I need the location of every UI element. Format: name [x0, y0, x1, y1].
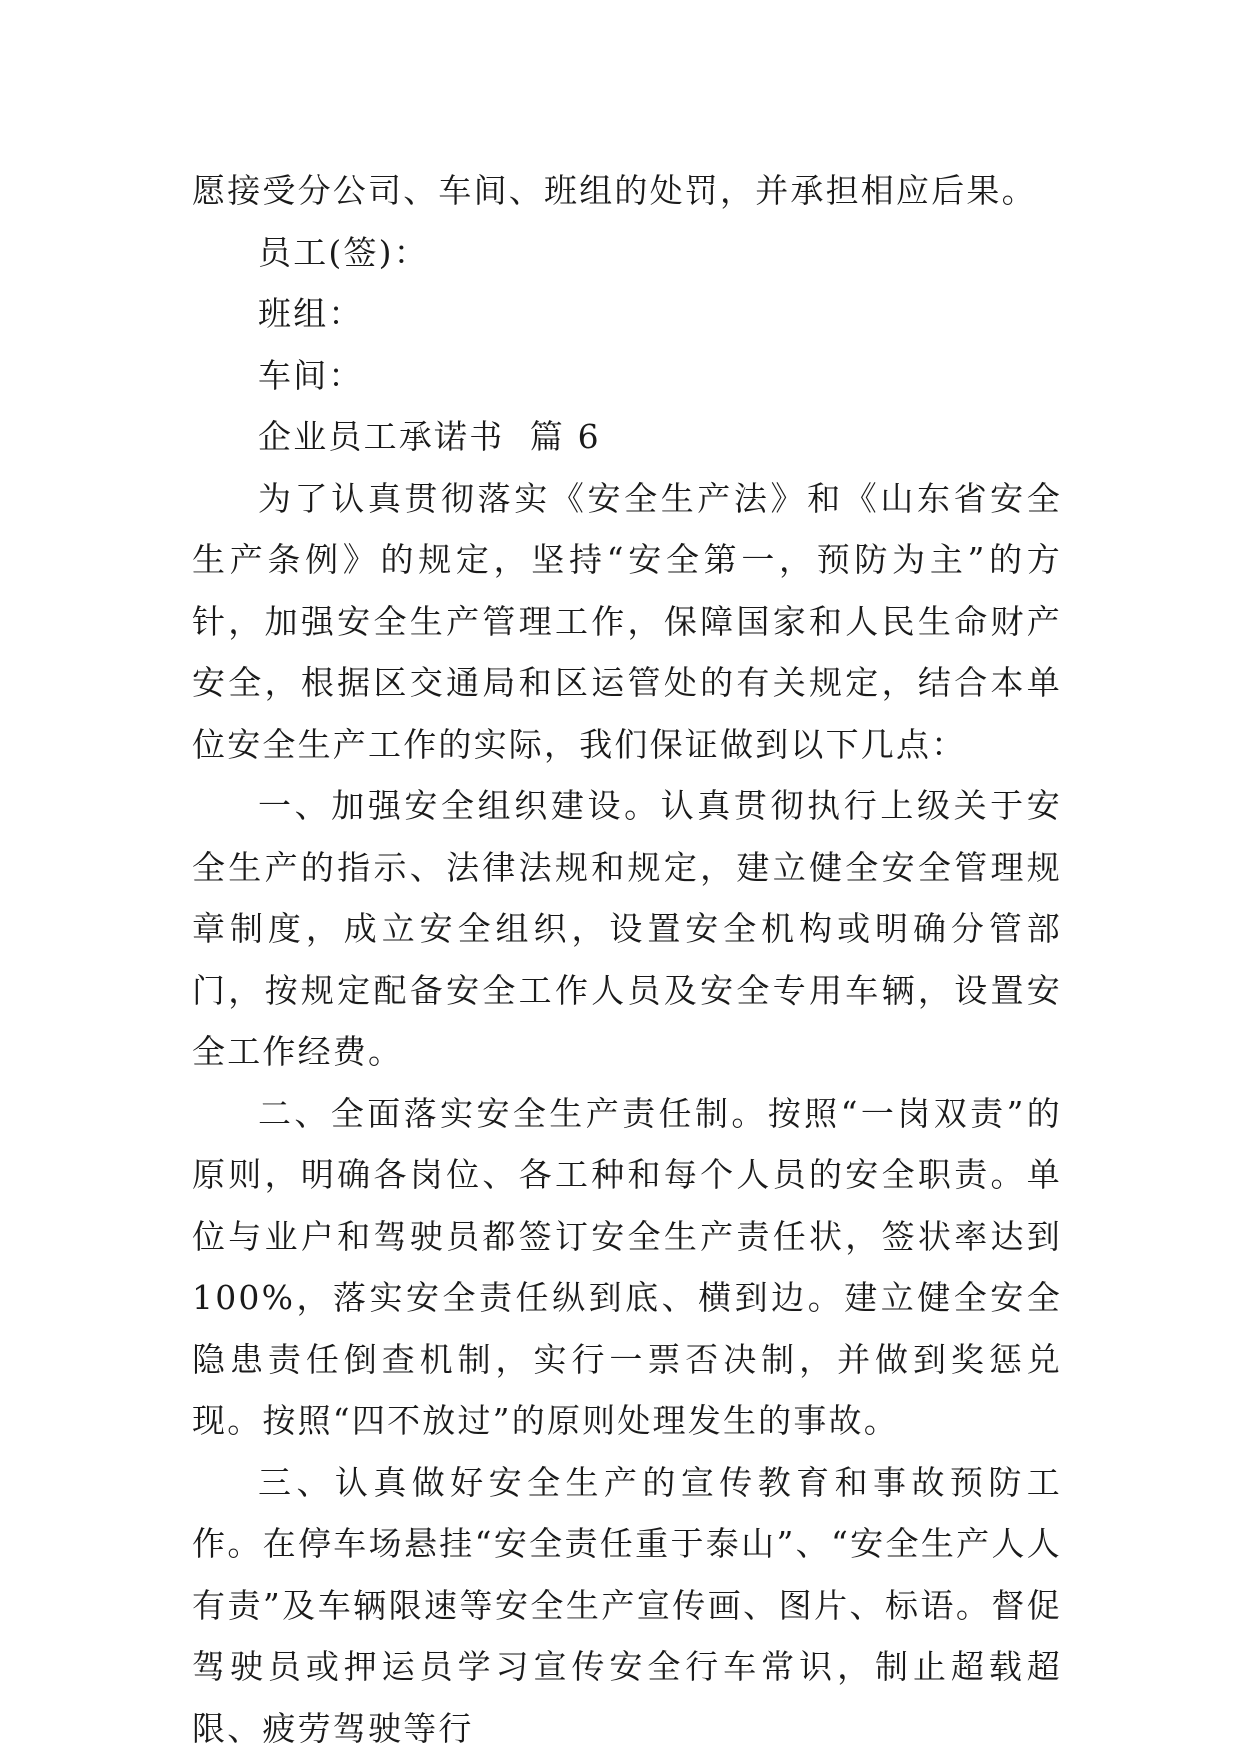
paragraph-item-1: 一、加强安全组织建设。认真贯彻执行上级关于安全生产的指示、法律法规和规定，建立健全安全管理规章制度，成立安全组织，设置安全机构或明确分管部门，按规定配备安全工作人员及安全专用车辆，设置安全工作经费。 — [192, 775, 1062, 1083]
paragraph-item-3: 三、认真做好安全生产的宣传教育和事故预防工作。在停车场悬挂“安全责任重于泰山”、“安全生产人人有责”及车辆限速等安全生产宣传画、图片、标语。督促驾驶员或押运员学习宣传安全行车常识，制止超载超限、疲劳驾驶等行 — [192, 1452, 1062, 1759]
section-heading: 企业员工承诺书 篇 6 — [192, 406, 1062, 468]
paragraph-item-2: 二、全面落实安全生产责任制。按照“一岗双责”的原则，明确各岗位、各工种和每个人员的安全职责。单位与业户和驾驶员都签订安全生产责任状，签状率达到 100%，落实安全责任纵到底、横到边。建立健全安全隐患责任倒查机制，实行一票否决制，并做到奖惩兑现。按照“四不放过”的原则处理发生的事故。 — [192, 1083, 1062, 1452]
signature-workshop: 车间： — [192, 345, 1062, 407]
document-body — [192, 160, 1062, 1759]
signature-employee: 员工(签)： — [192, 222, 1062, 284]
paragraph-intro: 为了认真贯彻落实《安全生产法》和《山东省安全生产条例》的规定，坚持“安全第一，预防为主”的方针，加强安全生产管理工作，保障国家和人民生命财产安全，根据区交通局和区运管处的有关规定，结合本单位安全生产工作的实际，我们保证做到以下几点： — [192, 468, 1062, 776]
signature-team: 班组： — [192, 283, 1062, 345]
paragraph-continuation: 愿接受分公司、车间、班组的处罚，并承担相应后果。 — [192, 160, 1062, 222]
